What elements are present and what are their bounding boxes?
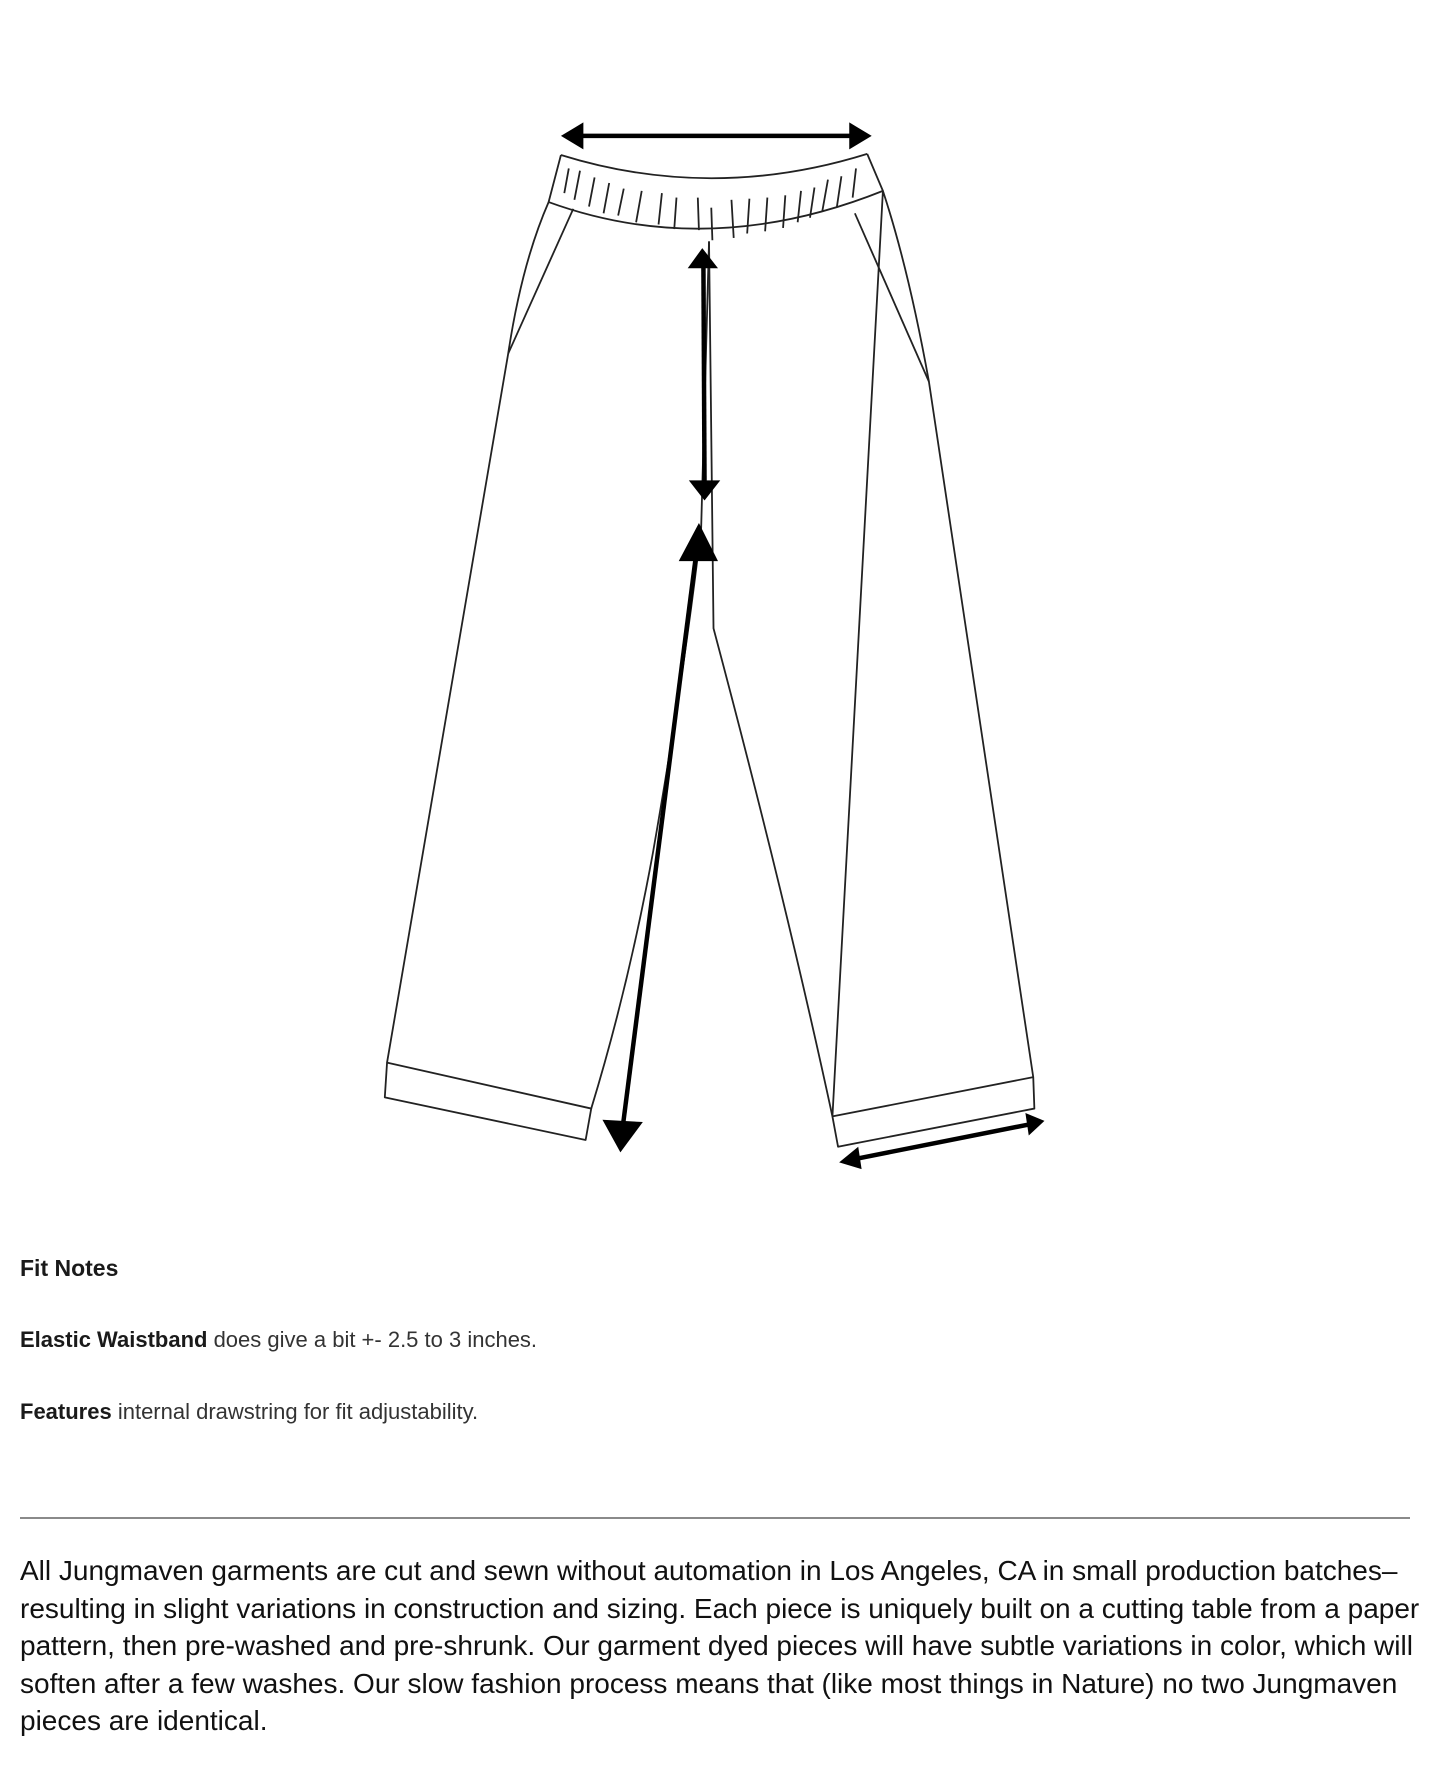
fit-notes-title: Fit Notes — [20, 1255, 119, 1281]
divider — [20, 1517, 1410, 1519]
fit-note-text: internal drawstring for fit adjustability. — [111, 1399, 479, 1424]
fit-note-label: Elastic Waistband — [20, 1327, 208, 1352]
fit-note-waistband — [20, 1327, 537, 1353]
fit-note-features — [20, 1399, 478, 1425]
front-rise-arrow — [688, 248, 721, 500]
fit-note-label: Features — [20, 1399, 112, 1424]
waistband — [549, 154, 883, 240]
craftsmanship-paragraph: All Jungmaven garments are cut and sewn without automation in Los Angeles, CA in small production batches– resulting in slight variations in construction and sizing. Each piece is uniquely built on a cutting table from a paper pattern, then pre-washed and pre-shrunk. Our garment dyed pieces will have subtle variations in color, which will soften after a few washes. Our slow fashion process means that (like most things in Nature) no two Jungmaven pieces are identical. — [20, 1555, 1420, 1737]
inseam-arrow — [602, 523, 718, 1152]
right-leg — [709, 191, 1034, 1147]
waist-width-arrow — [561, 122, 872, 149]
left-leg — [385, 202, 709, 1140]
fit-note-text: does give a bit +- 2.5 to 3 inches. — [207, 1327, 538, 1352]
